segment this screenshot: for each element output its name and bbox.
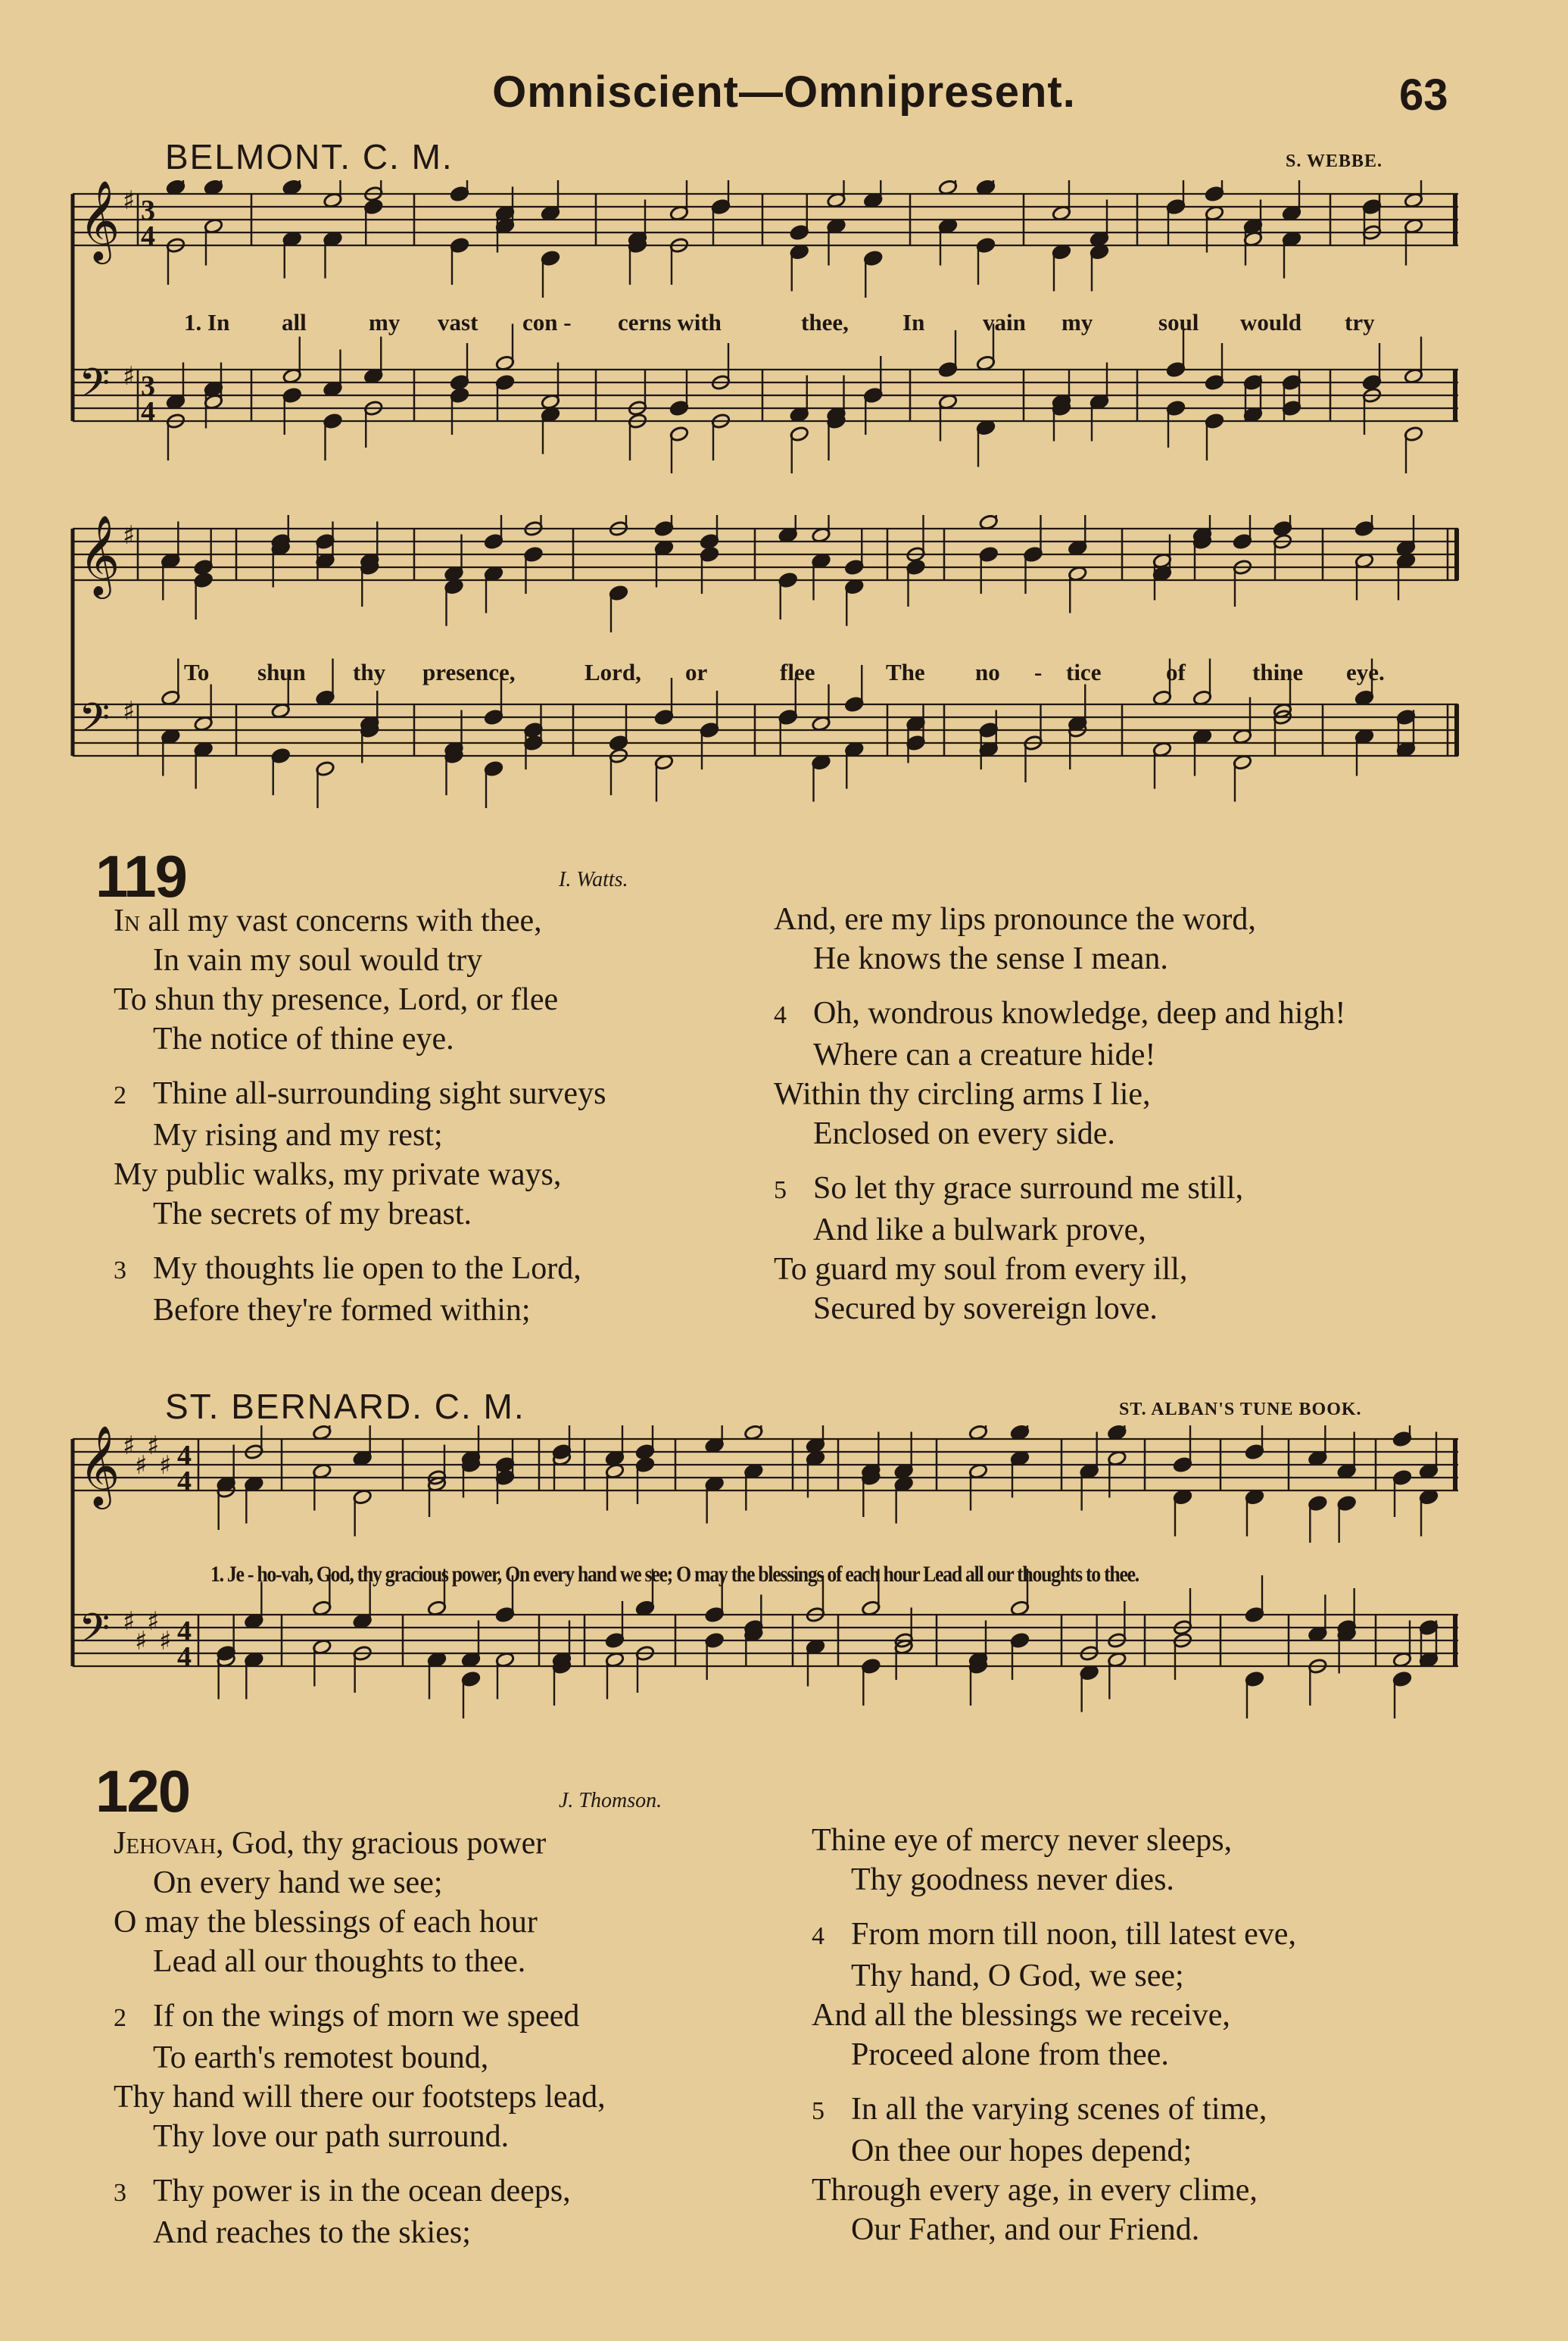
- lyric-syllable: of: [1166, 659, 1186, 685]
- verse-text: Thy power is in the ocean deeps,: [153, 2174, 571, 2208]
- verse-text: Thine eye of mercy never sleeps,: [812, 1823, 1233, 1858]
- verse-text: Secured by sovereign love.: [813, 1291, 1158, 1326]
- verse-line: [812, 1860, 1296, 1899]
- verse-text: If on the wings of morn we speed: [153, 1999, 580, 2034]
- svg-text:3: 3: [141, 370, 155, 402]
- page-title: Omniscient—Omnipresent.: [492, 67, 1076, 117]
- lyric-syllable: or: [685, 659, 708, 685]
- hymn-119-left-column: [114, 901, 606, 1330]
- svg-text:4: 4: [177, 1465, 192, 1497]
- lyric-syllable: tice: [1066, 659, 1102, 685]
- verse-line: [114, 1074, 606, 1116]
- lyric-syllable: In: [902, 309, 925, 336]
- page-number: 63: [1399, 70, 1448, 120]
- verse-text: The secrets of my breast.: [153, 1197, 472, 1231]
- svg-text:♯: ♯: [135, 1450, 148, 1481]
- lyric-syllable: would: [1240, 309, 1301, 336]
- verse-line: [774, 900, 1345, 939]
- verse-line: [114, 1194, 606, 1234]
- lyric-syllable: no: [975, 659, 1000, 685]
- svg-text:𝄢: 𝄢: [79, 695, 111, 751]
- svg-text:♯: ♯: [123, 361, 136, 392]
- lyric-syllable: presence,: [422, 659, 516, 685]
- svg-text:♯: ♯: [147, 1431, 160, 1461]
- verse-text: My thoughts lie open to the Lord,: [153, 1251, 581, 1286]
- svg-text:𝄞: 𝄞: [79, 180, 120, 261]
- lyric-syllable: con -: [522, 309, 572, 336]
- svg-text:♯: ♯: [123, 1431, 136, 1461]
- verse-line: [114, 2077, 606, 2117]
- verse-line: [114, 1116, 606, 1155]
- lyric-syllable: eye.: [1346, 659, 1385, 685]
- lyric-syllable: thee,: [801, 309, 849, 336]
- svg-text:𝄞: 𝄞: [79, 515, 120, 595]
- composer-belmont: S. WEBBE.: [1286, 151, 1383, 171]
- verse-text: Our Father, and our Friend.: [851, 2212, 1200, 2247]
- lyric-syllable: The: [886, 659, 925, 685]
- verse-line: [114, 1824, 606, 1863]
- lyric-syllable: To: [184, 659, 210, 685]
- verse-line: [812, 2090, 1296, 2131]
- lyric-syllable: soul: [1158, 309, 1199, 336]
- verse-text: Thy hand, O God, we see;: [851, 1959, 1184, 1993]
- lyric-syllable: cerns with: [618, 309, 722, 336]
- verse-line: [774, 939, 1345, 979]
- verse-text: In vain my soul would try: [153, 943, 483, 978]
- lyric-syllable: 1. In: [184, 309, 230, 336]
- verse-line: [812, 2131, 1296, 2171]
- verse-number: 3: [114, 1256, 126, 1284]
- lyric-syllable: flee: [780, 659, 815, 685]
- svg-text:♯: ♯: [123, 520, 136, 551]
- st-bernard-lyrics-line-1: 1. Je - ho-vah, God, thy gracious power, On every hand we see; O may the blessings of each hour Lead all our thoughts to thee.: [210, 1562, 1139, 1587]
- svg-text:3: 3: [141, 195, 155, 226]
- verse-line: [114, 1863, 606, 1902]
- verse-text: And like a bulwark prove,: [813, 1213, 1146, 1247]
- verse-text: Where can a creature hide!: [813, 1038, 1156, 1072]
- verse-text: all my vast concerns with thee,: [139, 904, 542, 938]
- verse-line: [114, 1249, 606, 1291]
- verse-text: From morn till noon, till latest eve,: [851, 1917, 1296, 1952]
- verse-text: And, ere my lips pronounce the word,: [774, 902, 1256, 937]
- verse-text: So let thy grace surround me still,: [813, 1171, 1244, 1206]
- verse-line: [774, 1114, 1345, 1153]
- verse-text: To earth's remotest bound,: [153, 2040, 489, 2075]
- lyric-syllable: all: [282, 309, 307, 336]
- svg-text:♯: ♯: [159, 1450, 172, 1481]
- verse-line: [114, 1996, 606, 2038]
- lyric-syllable: vain: [983, 309, 1026, 336]
- svg-text:4: 4: [141, 396, 155, 428]
- verse-number: 4: [774, 1001, 787, 1029]
- verse-line: [114, 901, 606, 941]
- hymn-119-right-column: [774, 900, 1345, 1328]
- verse-line: [114, 2171, 606, 2213]
- lyric-syllable: shun: [257, 659, 306, 685]
- verse-line: [774, 1075, 1345, 1114]
- lyric-syllable: thine: [1252, 659, 1304, 685]
- verse-text: The notice of thine eye.: [153, 1022, 454, 1057]
- verse-line: [774, 994, 1345, 1035]
- verse-line: [114, 2213, 606, 2252]
- verse-line: [812, 1956, 1296, 1996]
- hymn-author-120: J. Thomson.: [559, 1789, 662, 1812]
- verse-line: [114, 1291, 606, 1330]
- verse-text: Proceed alone from thee.: [851, 2037, 1169, 2072]
- composer-st-bernard: ST. ALBAN'S TUNE BOOK.: [1119, 1400, 1362, 1419]
- verse-number: 2: [114, 2004, 126, 2032]
- svg-text:𝄢: 𝄢: [79, 361, 111, 417]
- hymn-number-119: 119: [95, 843, 186, 910]
- verse-line: [812, 1996, 1296, 2035]
- verse-number: 2: [114, 1082, 126, 1110]
- verse-line: [774, 1289, 1345, 1328]
- verse-line: [114, 2038, 606, 2077]
- hymn-120-left-column: [114, 1824, 606, 2252]
- verse-number: 5: [812, 2097, 825, 2125]
- svg-text:♯: ♯: [135, 1626, 148, 1656]
- verse-text: To shun thy presence, Lord, or flee: [114, 982, 559, 1017]
- lyric-syllable: Lord,: [584, 659, 641, 685]
- verse-line: [114, 1155, 606, 1194]
- svg-text:4: 4: [177, 1641, 192, 1673]
- lyric-syllable: vast: [438, 309, 479, 336]
- verse-line: [114, 1019, 606, 1059]
- verse-number: 5: [774, 1176, 787, 1204]
- verse-text: My rising and my rest;: [153, 1118, 443, 1153]
- verse-line: [812, 2035, 1296, 2074]
- verse-text: In all the varying scenes of time,: [851, 2092, 1267, 2127]
- verse-line: [774, 1210, 1345, 1250]
- svg-text:♯: ♯: [123, 696, 136, 726]
- hymn-number-120: 120: [95, 1758, 190, 1824]
- verse-text: Through every age, in every clime,: [812, 2173, 1258, 2208]
- verse-number: 3: [114, 2179, 126, 2207]
- verse-text: Thy goodness never dies.: [851, 1862, 1174, 1897]
- verse-line: [114, 1902, 606, 1942]
- verse-line: [774, 1169, 1345, 1210]
- verse-text: O may the blessings of each hour: [114, 1905, 538, 1940]
- svg-text:𝄢: 𝄢: [79, 1606, 111, 1662]
- verse-text: Oh, wondrous knowledge, deep and high!: [813, 996, 1346, 1031]
- svg-text:♯: ♯: [147, 1606, 160, 1637]
- svg-text:4: 4: [141, 220, 155, 252]
- verse-text: Within thy circling arms I lie,: [774, 1077, 1151, 1112]
- verse-text: To guard my soul from every ill,: [774, 1252, 1188, 1287]
- verse-text: Thy love our path surround.: [153, 2119, 510, 2154]
- verse-line: [114, 980, 606, 1019]
- svg-text:4: 4: [177, 1615, 192, 1647]
- lyric-syllable: try: [1345, 309, 1375, 336]
- verse-text: Lead all our thoughts to thee.: [153, 1944, 526, 1979]
- verse-first-word: Jehovah,: [114, 1826, 224, 1861]
- svg-text:♯: ♯: [123, 1606, 136, 1637]
- svg-text:♯: ♯: [159, 1626, 172, 1656]
- verse-line: [812, 1821, 1296, 1860]
- verse-text: Thy hand will there our footsteps lead,: [114, 2080, 606, 2115]
- lyric-syllable: my: [1061, 309, 1093, 336]
- verse-line: [812, 2171, 1296, 2210]
- verse-text: On every hand we see;: [153, 1865, 443, 1900]
- svg-text:♯: ♯: [123, 186, 136, 216]
- verse-line: [114, 1942, 606, 1981]
- verse-line: [774, 1250, 1345, 1289]
- verse-text: Enclosed on every side.: [813, 1116, 1115, 1151]
- verse-text: And reaches to the skies;: [153, 2215, 471, 2250]
- tune-name-belmont: BELMONT. C. M.: [165, 137, 454, 176]
- verse-text: God, thy gracious power: [223, 1826, 547, 1861]
- svg-text:𝄞: 𝄞: [79, 1425, 120, 1506]
- hymn-120-right-column: [812, 1821, 1296, 2249]
- verse-text: And all the blessings we receive,: [812, 1998, 1230, 2033]
- verse-number: 4: [812, 1922, 825, 1950]
- verse-line: [774, 1035, 1345, 1075]
- lyric-syllable: thy: [353, 659, 386, 685]
- verse-line: [812, 2210, 1296, 2249]
- verse-line: [114, 941, 606, 980]
- verse-text: On thee our hopes depend;: [851, 2133, 1192, 2168]
- tune-name-st-bernard: ST. BERNARD. C. M.: [165, 1387, 525, 1426]
- lyric-syllable: -: [1034, 659, 1043, 685]
- hymn-author-119: I. Watts.: [559, 868, 628, 891]
- svg-text:4: 4: [177, 1440, 192, 1472]
- verse-line: [812, 1915, 1296, 1956]
- verse-line: [114, 2117, 606, 2156]
- verse-text: My public walks, my private ways,: [114, 1157, 562, 1192]
- verse-text: Thine all-surrounding sight surveys: [153, 1076, 606, 1111]
- verse-text: He knows the sense I mean.: [813, 941, 1168, 976]
- verse-first-word: In: [114, 904, 140, 938]
- lyric-syllable: my: [369, 309, 401, 336]
- verse-text: Before they're formed within;: [153, 1293, 531, 1328]
